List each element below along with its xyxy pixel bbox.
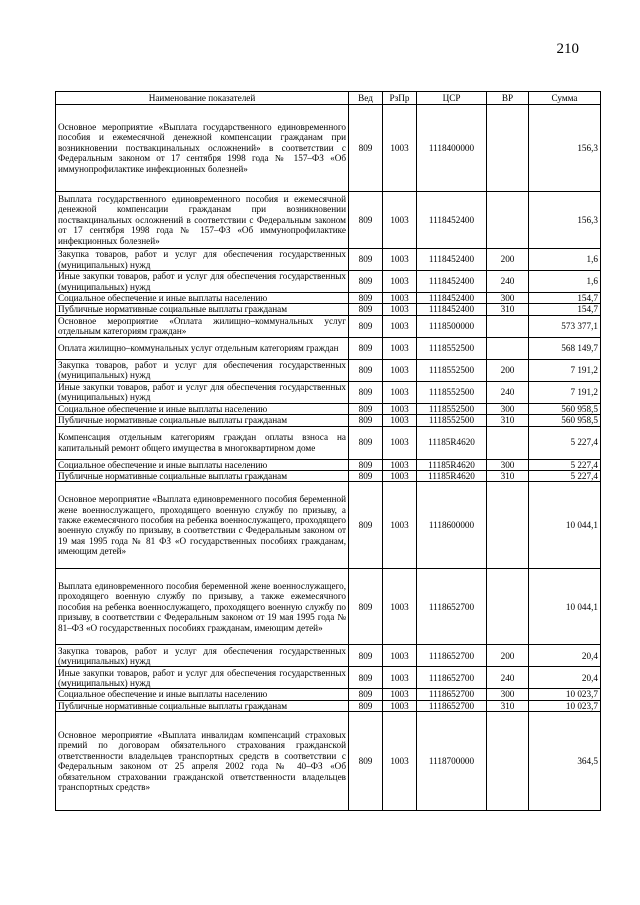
cell-rzpr: 1003 — [383, 569, 417, 645]
cell-rzpr: 1003 — [383, 249, 417, 271]
cell-name: Выплата единовременного пособия беременной жене военнослужащего, проходящего военную службу по призыву, а также ежемесячного пособия на ребенка военнослужащего, проходящего военную службу по призыву, в соответствии с Федеральным законом от 19 мая 1995 года № 81–ФЗ «О государственных пособиях гражданам, имеющим детей» — [56, 569, 349, 645]
cell-rzpr: 1003 — [383, 459, 417, 470]
cell-csr: 1118452400 — [417, 293, 487, 304]
cell-name: Основное мероприятие «Выплата инвалидам компенсаций страховых премий по договорам обязательного страхования гражданской ответственности владельцев транспортных средств в соответствии с Федеральным законом от 25 апреля 2002 года № 40–ФЗ «Об обязательном страховании гражданской ответственности владельцев транспортных средств» — [56, 712, 349, 811]
cell-rzpr: 1003 — [383, 700, 417, 711]
cell-sum: 10 044,1 — [529, 569, 601, 645]
cell-ved: 809 — [349, 482, 383, 569]
cell-sum: 5 227,4 — [529, 426, 601, 459]
cell-name: Социальное обеспечение и иные выплаты населению — [56, 403, 349, 414]
table-row — [56, 403, 601, 414]
cell-ved: 809 — [349, 459, 383, 470]
cell-vr: 200 — [487, 645, 529, 667]
cell-rzpr: 1003 — [383, 667, 417, 689]
cell-rzpr: 1003 — [383, 192, 417, 249]
cell-name: Компенсация отдельным категориям граждан оплаты взноса на капитальный ремонт общего имущества в многоквартирном доме — [56, 426, 349, 459]
cell-rzpr: 1003 — [383, 359, 417, 381]
cell-vr — [487, 712, 529, 811]
cell-name: Иные закупки товаров, работ и услуг для обеспечения государственных (муниципальных) нужд — [56, 667, 349, 689]
cell-ved: 809 — [349, 359, 383, 381]
cell-rzpr: 1003 — [383, 712, 417, 811]
cell-name: Социальное обеспечение и иные выплаты населению — [56, 689, 349, 700]
column-header-ved: Вед — [349, 92, 383, 105]
cell-ved: 809 — [349, 712, 383, 811]
cell-sum: 573 377,1 — [529, 315, 601, 337]
cell-ved: 809 — [349, 403, 383, 414]
cell-name: Основное мероприятие «Выплата государственного единовременного пособия и ежемесячной денежной компенсации гражданам при возникновении поствакцинальных осложнений» в соответствии с Федеральным законом от 17 сентября 1998 года № 157–ФЗ «Об иммунопрофилактике инфекционных болезней» — [56, 105, 349, 192]
cell-name: Закупка товаров, работ и услуг для обеспечения государственных (муниципальных) нужд — [56, 249, 349, 271]
cell-sum: 156,3 — [529, 105, 601, 192]
cell-name: Иные закупки товаров, работ и услуг для обеспечения государственных (муниципальных) нужд — [56, 271, 349, 293]
cell-rzpr: 1003 — [383, 403, 417, 414]
cell-sum: 568 149,7 — [529, 337, 601, 359]
cell-vr: 200 — [487, 249, 529, 271]
cell-vr: 300 — [487, 403, 529, 414]
table-row — [56, 359, 601, 381]
budget-table — [55, 91, 601, 811]
cell-vr — [487, 105, 529, 192]
cell-csr: 1118552500 — [417, 403, 487, 414]
cell-rzpr: 1003 — [383, 337, 417, 359]
table-header-row — [56, 92, 601, 105]
cell-ved: 809 — [349, 293, 383, 304]
cell-csr: 1118652700 — [417, 645, 487, 667]
cell-sum: 560 958,5 — [529, 415, 601, 426]
cell-ved: 809 — [349, 569, 383, 645]
page-number: 210 — [556, 41, 579, 57]
cell-name: Публичные нормативные социальные выплаты гражданам — [56, 304, 349, 315]
cell-sum: 10 023,7 — [529, 689, 601, 700]
cell-vr: 310 — [487, 415, 529, 426]
table-row — [56, 337, 601, 359]
table-row — [56, 712, 601, 811]
cell-vr: 240 — [487, 667, 529, 689]
cell-sum: 560 958,5 — [529, 403, 601, 414]
table-row — [56, 271, 601, 293]
cell-vr: 300 — [487, 459, 529, 470]
table-body — [56, 105, 601, 811]
cell-csr: 1118552500 — [417, 359, 487, 381]
cell-sum: 20,4 — [529, 645, 601, 667]
cell-csr: 11185R4620 — [417, 471, 487, 482]
cell-csr: 1118452400 — [417, 304, 487, 315]
cell-rzpr: 1003 — [383, 689, 417, 700]
column-header-vr: ВР — [487, 92, 529, 105]
cell-csr: 1118552500 — [417, 415, 487, 426]
cell-rzpr: 1003 — [383, 105, 417, 192]
table-row — [56, 249, 601, 271]
cell-sum: 1,6 — [529, 249, 601, 271]
cell-csr: 11185R4620 — [417, 459, 487, 470]
table-row — [56, 192, 601, 249]
cell-csr: 1118652700 — [417, 700, 487, 711]
table-row — [56, 667, 601, 689]
cell-vr — [487, 192, 529, 249]
table-row — [56, 381, 601, 403]
cell-ved: 809 — [349, 645, 383, 667]
cell-csr: 11185R4620 — [417, 426, 487, 459]
table-row — [56, 482, 601, 569]
cell-csr: 1118500000 — [417, 315, 487, 337]
cell-csr: 1118400000 — [417, 105, 487, 192]
cell-vr: 240 — [487, 381, 529, 403]
cell-sum: 1,6 — [529, 271, 601, 293]
cell-vr: 200 — [487, 359, 529, 381]
cell-sum: 20,4 — [529, 667, 601, 689]
cell-rzpr: 1003 — [383, 381, 417, 403]
cell-ved: 809 — [349, 700, 383, 711]
cell-csr: 1118700000 — [417, 712, 487, 811]
cell-vr: 310 — [487, 700, 529, 711]
cell-rzpr: 1003 — [383, 471, 417, 482]
column-header-rzpr: РзПр — [383, 92, 417, 105]
cell-vr: 300 — [487, 293, 529, 304]
cell-ved: 809 — [349, 315, 383, 337]
cell-rzpr: 1003 — [383, 271, 417, 293]
cell-ved: 809 — [349, 415, 383, 426]
cell-ved: 809 — [349, 381, 383, 403]
table-row — [56, 689, 601, 700]
cell-sum: 7 191,2 — [529, 359, 601, 381]
table-row — [56, 471, 601, 482]
cell-vr — [487, 337, 529, 359]
cell-name: Публичные нормативные социальные выплаты гражданам — [56, 700, 349, 711]
cell-name: Закупка товаров, работ и услуг для обеспечения государственных (муниципальных) нужд — [56, 359, 349, 381]
column-header-name: Наименование показателей — [56, 92, 349, 105]
cell-sum: 5 227,4 — [529, 459, 601, 470]
cell-csr: 1118652700 — [417, 667, 487, 689]
cell-rzpr: 1003 — [383, 426, 417, 459]
cell-vr: 310 — [487, 471, 529, 482]
cell-sum: 364,5 — [529, 712, 601, 811]
cell-vr — [487, 426, 529, 459]
cell-sum: 154,7 — [529, 293, 601, 304]
cell-name: Иные закупки товаров, работ и услуг для обеспечения государственных (муниципальных) нужд — [56, 381, 349, 403]
cell-sum: 5 227,4 — [529, 471, 601, 482]
cell-rzpr: 1003 — [383, 293, 417, 304]
column-header-csr: ЦСР — [417, 92, 487, 105]
table-row — [56, 304, 601, 315]
cell-name: Закупка товаров, работ и услуг для обеспечения государственных (муниципальных) нужд — [56, 645, 349, 667]
cell-sum: 10 044,1 — [529, 482, 601, 569]
cell-vr — [487, 315, 529, 337]
cell-ved: 809 — [349, 471, 383, 482]
cell-ved: 809 — [349, 426, 383, 459]
cell-ved: 809 — [349, 337, 383, 359]
cell-sum: 154,7 — [529, 304, 601, 315]
cell-csr: 1118452400 — [417, 249, 487, 271]
table-row — [56, 105, 601, 192]
table-row — [56, 700, 601, 711]
cell-ved: 809 — [349, 304, 383, 315]
cell-rzpr: 1003 — [383, 304, 417, 315]
cell-ved: 809 — [349, 249, 383, 271]
cell-rzpr: 1003 — [383, 645, 417, 667]
cell-vr — [487, 569, 529, 645]
table-row — [56, 426, 601, 459]
table-row — [56, 315, 601, 337]
cell-sum: 156,3 — [529, 192, 601, 249]
column-header-sum: Сумма — [529, 92, 601, 105]
cell-csr: 1118452400 — [417, 192, 487, 249]
cell-ved: 809 — [349, 667, 383, 689]
cell-rzpr: 1003 — [383, 315, 417, 337]
table-row — [56, 459, 601, 470]
cell-ved: 809 — [349, 689, 383, 700]
cell-name: Публичные нормативные социальные выплаты гражданам — [56, 415, 349, 426]
cell-csr: 1118652700 — [417, 569, 487, 645]
table-row — [56, 415, 601, 426]
table-row — [56, 293, 601, 304]
cell-rzpr: 1003 — [383, 415, 417, 426]
cell-sum: 10 023,7 — [529, 700, 601, 711]
cell-name: Публичные нормативные социальные выплаты гражданам — [56, 471, 349, 482]
cell-name: Оплата жилищно–коммунальных услуг отдельным категориям граждан — [56, 337, 349, 359]
cell-csr: 1118600000 — [417, 482, 487, 569]
cell-name: Выплата государственного единовременного пособия и ежемесячной денежной компенсации гражданам при возникновении поствакцинальных осложнений в соответствии с Федеральным законом от 17 сентября 1998 года № 157–ФЗ «Об иммунопрофилактике инфекционных болезней» — [56, 192, 349, 249]
cell-vr: 300 — [487, 689, 529, 700]
table-row — [56, 569, 601, 645]
cell-ved: 809 — [349, 105, 383, 192]
cell-name: Основное мероприятие «Оплата жилищно–коммунальных услуг отдельным категориям граждан» — [56, 315, 349, 337]
cell-name: Основное мероприятие «Выплата единовременного пособия беременной жене военнослужащего, проходящего военную службу по призыву, а также ежемесячного пособия на ребенка военнослужащего, проходящего военную службу по призыву, в соответствии с Федеральным законом от 19 мая 1995 года № 81 ФЗ «О государственных пособиях гражданам, имеющим детей» — [56, 482, 349, 569]
cell-rzpr: 1003 — [383, 482, 417, 569]
cell-vr — [487, 482, 529, 569]
cell-csr: 1118452400 — [417, 271, 487, 293]
cell-vr: 240 — [487, 271, 529, 293]
cell-vr: 310 — [487, 304, 529, 315]
cell-name: Социальное обеспечение и иные выплаты населению — [56, 293, 349, 304]
cell-name: Социальное обеспечение и иные выплаты населению — [56, 459, 349, 470]
cell-csr: 1118652700 — [417, 689, 487, 700]
cell-sum: 7 191,2 — [529, 381, 601, 403]
table-row — [56, 645, 601, 667]
cell-csr: 1118552500 — [417, 337, 487, 359]
cell-ved: 809 — [349, 271, 383, 293]
cell-ved: 809 — [349, 192, 383, 249]
cell-csr: 1118552500 — [417, 381, 487, 403]
